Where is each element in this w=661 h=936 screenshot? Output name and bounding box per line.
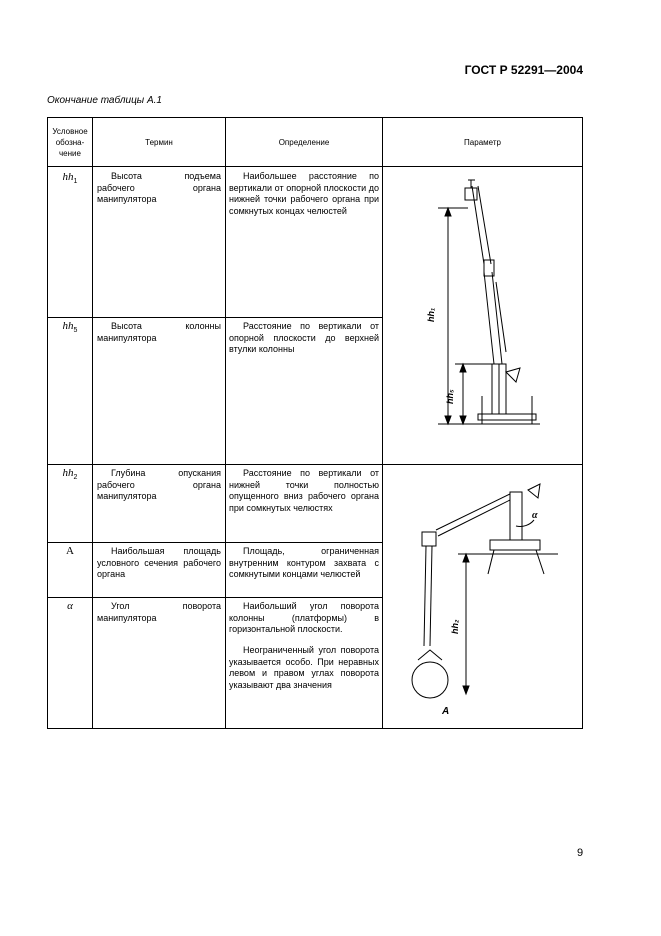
column-divider	[382, 118, 383, 728]
row-term: Высота колонны манипулятора	[97, 321, 221, 343]
hh5-label: hh₅	[445, 389, 455, 404]
page-number: 9	[577, 847, 584, 859]
symbol-base: A	[66, 545, 74, 557]
header-term: Термин	[145, 137, 173, 147]
header-definition: Определение	[278, 137, 330, 147]
row-term: Наибольшая площадь условного сечения рабочего органа	[97, 546, 221, 579]
row-symbol	[48, 468, 92, 483]
row-definition: Площадь, ограниченная внутренним контуром захвата с сомкнутыми концами челюстей	[229, 546, 379, 579]
symbol-base: hh	[62, 171, 74, 183]
row-symbol	[48, 546, 92, 558]
crane-lowered-figure	[398, 474, 573, 724]
row-divider	[48, 597, 382, 598]
symbol-base: hh	[62, 467, 74, 479]
crane-raised-figure	[420, 172, 570, 434]
row-definition: Расстояние по вертикали от опорной плоскости до верхней втулки колонны	[229, 321, 379, 354]
row-divider	[48, 464, 582, 465]
row-symbol	[48, 321, 92, 336]
row-divider	[48, 542, 382, 543]
area-label: A	[442, 706, 450, 717]
row-term: Глубина опускания рабочего органа манипулятора	[97, 468, 221, 501]
hh1-label: hh₁	[426, 307, 436, 322]
symbol-subscript: 2	[73, 473, 78, 481]
row-definition: Наибольший угол поворота колонны (платформы) в горизонтальной плоскости.	[229, 601, 379, 634]
symbol-subscript: 5	[73, 326, 78, 334]
hh2-label: hh₂	[450, 619, 460, 634]
row-definition-note: Неограниченный угол поворота указывается особо. При неравных левом и правом углах поворота указывают два значения	[229, 645, 379, 690]
document-standard-number: ГОСТ Р 52291—2004	[464, 63, 583, 77]
header-parameter: Параметр	[464, 137, 501, 147]
row-term: Высота подъема рабочего органа манипулятора	[97, 171, 221, 204]
header-divider	[48, 166, 582, 167]
row-symbol	[48, 601, 92, 613]
column-divider	[225, 118, 226, 728]
row-term: Угол поворота манипулятора	[97, 601, 221, 623]
symbol-base: hh	[62, 320, 74, 332]
header-symbol: Условное обозна-чение	[52, 126, 88, 158]
column-divider	[92, 118, 93, 728]
row-definition: Расстояние по вертикали от нижней точки полностью опущенного вниз рабочего органа при сомкнутых челюстях	[229, 468, 379, 513]
table-caption: Окончание таблицы А.1	[47, 95, 162, 106]
symbol-subscript: 1	[73, 177, 78, 185]
symbol-base: α	[67, 600, 73, 612]
row-divider	[48, 317, 382, 318]
row-definition: Наибольшее расстояние по вертикали от опорной плоскости до нижней точки рабочего органа при сомкнутых концах челюстей	[229, 171, 379, 216]
row-symbol	[48, 172, 92, 187]
alpha-label: α	[532, 510, 538, 521]
